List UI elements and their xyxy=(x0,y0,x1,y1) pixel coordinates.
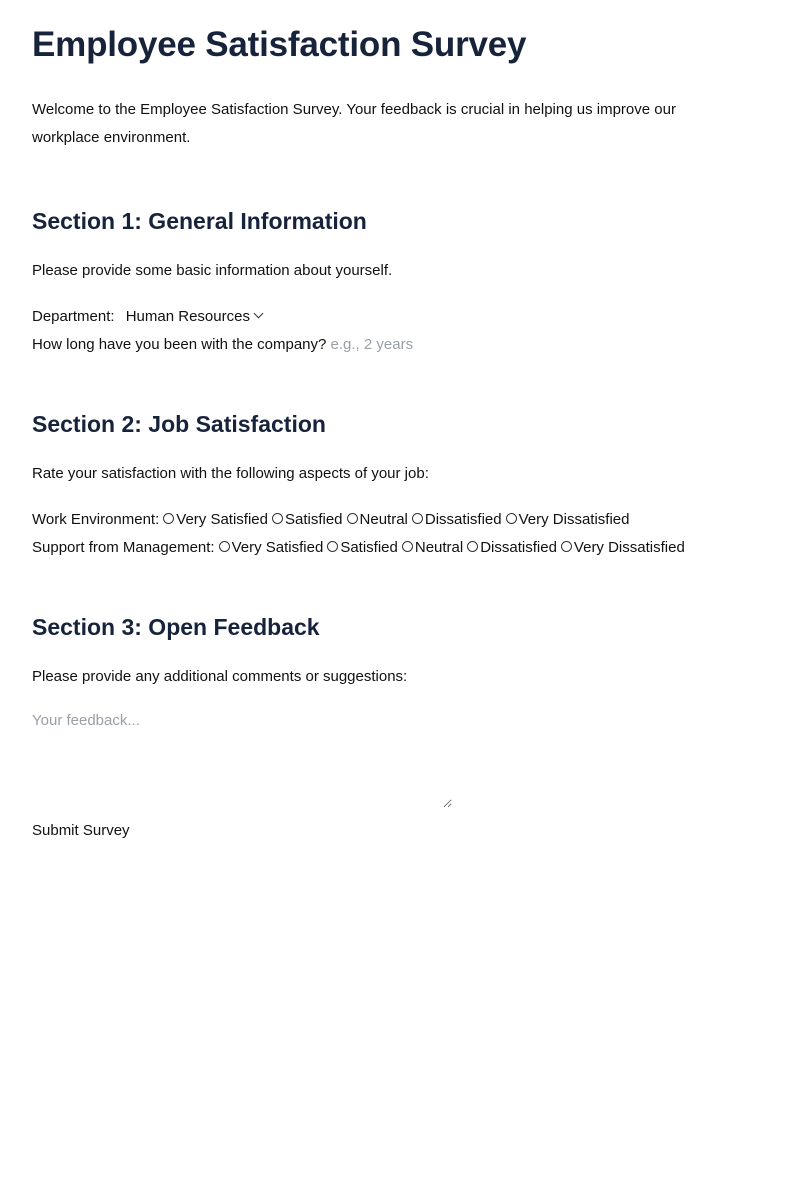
radio-satisfied[interactable] xyxy=(272,513,283,524)
option-label: Neutral xyxy=(359,511,408,528)
feedback-textarea[interactable] xyxy=(32,710,452,808)
intro-text: Welcome to the Employee Satisfaction Survey. Your feedback is crucial in helping us improve our workplace environment. xyxy=(32,101,676,146)
question-label: Work Environment: xyxy=(32,511,160,528)
radio-satisfied[interactable] xyxy=(327,541,338,552)
option-label: Neutral xyxy=(414,539,464,556)
section-2-heading: Section 2: Job Satisfaction xyxy=(32,411,326,437)
question-label: Support from Management: xyxy=(32,539,215,556)
department-selected-value: Human Resources xyxy=(125,308,250,325)
radio-very-dissatisfied[interactable] xyxy=(506,513,517,524)
rating-row-support-from-management xyxy=(32,534,768,562)
radio-very-satisfied[interactable] xyxy=(219,541,230,552)
tenure-row xyxy=(32,331,768,359)
option-label: Very Dissatisfied xyxy=(573,539,685,556)
option-label: Dissatisfied xyxy=(424,511,502,528)
section-2-description: Rate your satisfaction with the following aspects of your job: xyxy=(32,465,429,482)
radio-neutral[interactable] xyxy=(347,513,358,524)
option-label: Very Satisfied xyxy=(176,511,268,528)
section-1-description: Please provide some basic information about yourself. xyxy=(32,262,393,279)
section-job-satisfaction xyxy=(32,409,768,562)
department-row xyxy=(32,303,768,331)
tenure-label: How long have you been with the company? xyxy=(32,336,327,353)
section-general-information xyxy=(32,206,768,359)
radio-dissatisfied[interactable] xyxy=(412,513,423,524)
option-label: Very Dissatisfied xyxy=(518,511,630,528)
department-select[interactable] xyxy=(126,303,262,331)
page-title: Employee Satisfaction Survey xyxy=(32,25,527,64)
section-3-description: Please provide any additional comments or suggestions: xyxy=(32,668,408,685)
option-label: Very Satisfied xyxy=(231,539,324,556)
section-open-feedback xyxy=(32,612,768,842)
tenure-input[interactable] xyxy=(331,336,451,353)
radio-neutral[interactable] xyxy=(402,541,413,552)
option-label: Satisfied xyxy=(340,539,398,556)
radio-very-satisfied[interactable] xyxy=(163,513,174,524)
rating-row-work-environment xyxy=(32,506,768,534)
radio-very-dissatisfied[interactable] xyxy=(561,541,572,552)
submit-survey-button[interactable]: Submit Survey xyxy=(32,820,130,842)
option-label: Dissatisfied xyxy=(480,539,557,556)
chevron-down-icon xyxy=(253,309,263,319)
section-1-heading: Section 1: General Information xyxy=(32,208,367,234)
option-label: Satisfied xyxy=(284,511,343,528)
section-3-heading: Section 3: Open Feedback xyxy=(32,614,320,640)
department-label: Department: xyxy=(32,308,115,325)
radio-dissatisfied[interactable] xyxy=(467,541,478,552)
